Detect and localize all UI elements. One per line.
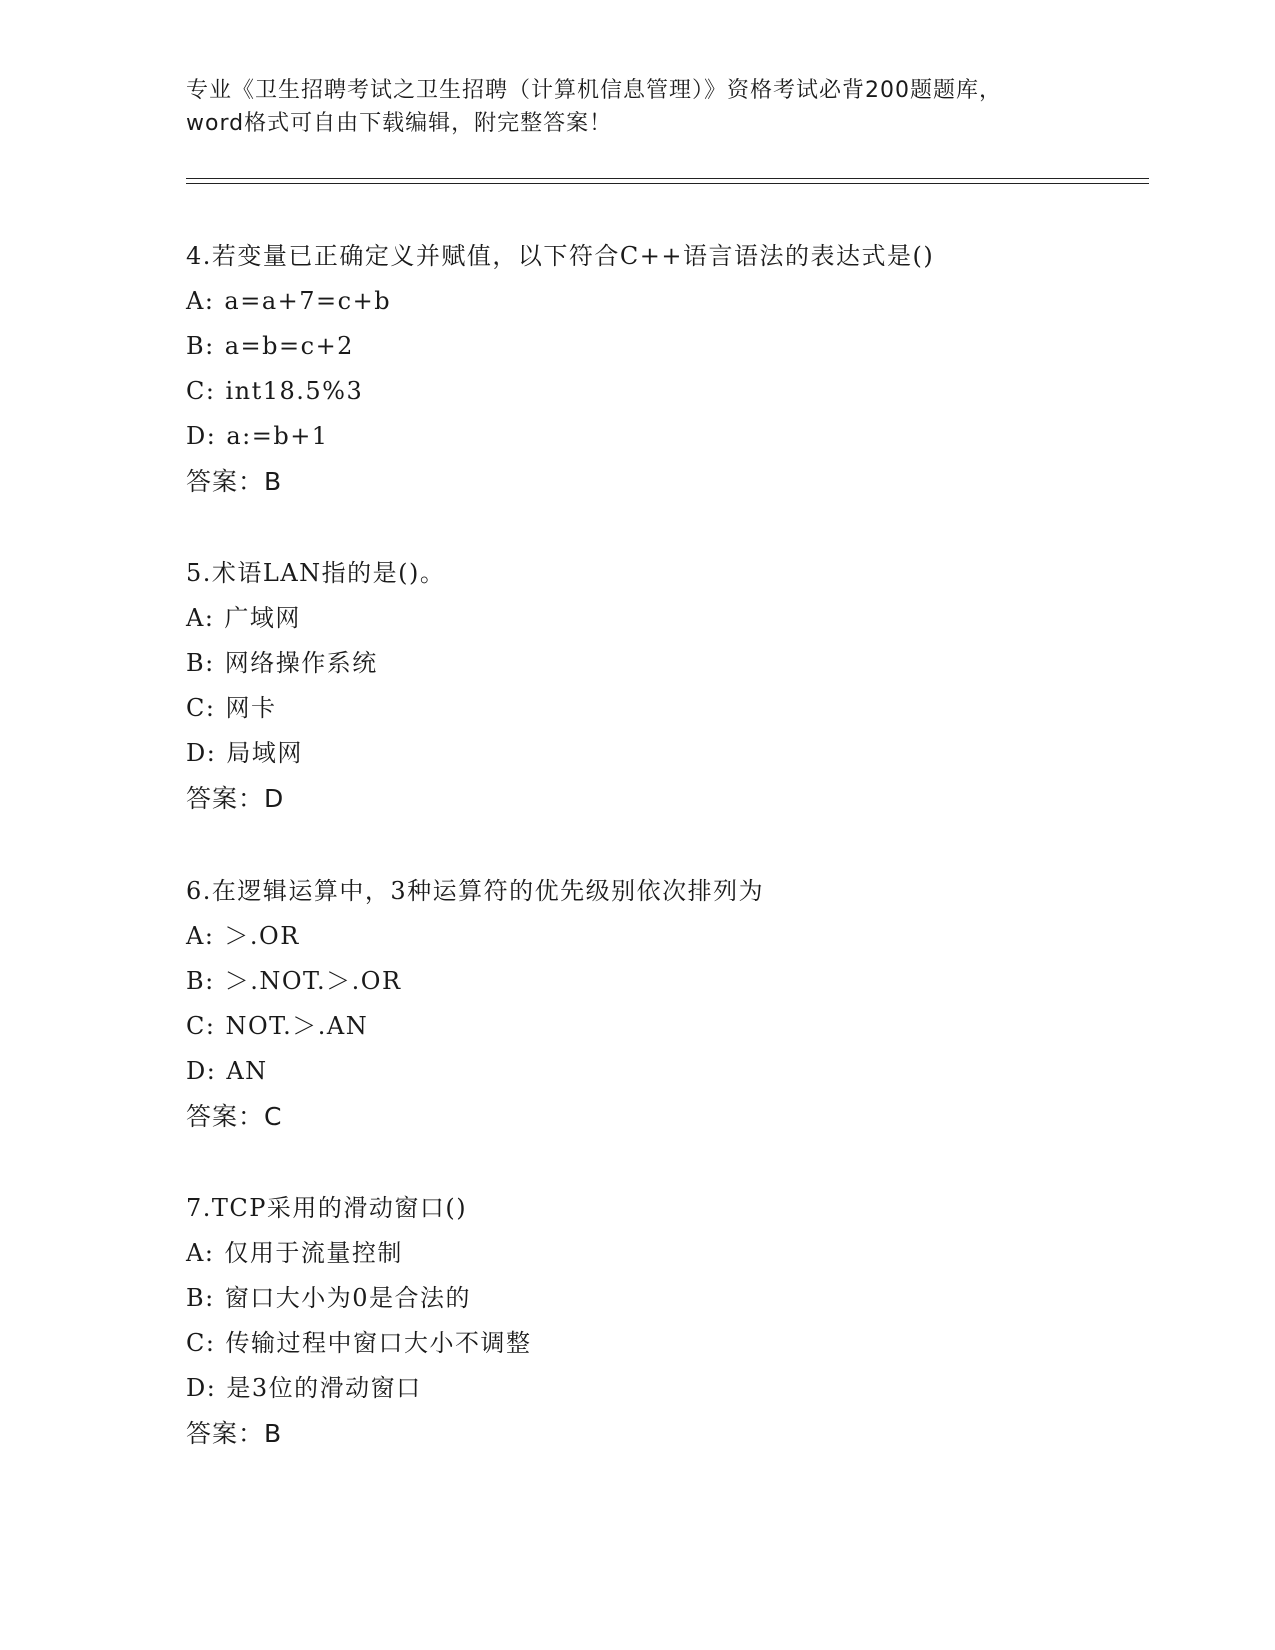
question-stem: 5.术语LAN指的是()。 [186,559,446,587]
option-text: NOT.＞.AN [225,1012,369,1040]
option-letter: C: [186,694,216,722]
option-letter: B: [186,967,215,995]
option-a [186,596,1146,641]
option-letter: A: [186,604,215,632]
option-letter: B: [186,649,215,677]
option-b [186,324,1146,369]
option-letter: C: [186,377,216,405]
option-letter: B: [186,1284,215,1312]
header-line-1: 专业《卫生招聘考试之卫生招聘（计算机信息管理）》资格考试必背200题题库， [186,78,1002,103]
option-text: 网络操作系统 [224,649,378,677]
option-text: ＞.OR [224,922,300,950]
question-block [186,551,1146,821]
answer-line: 答案：C [186,1102,283,1131]
option-letter: A: [186,922,215,950]
question-block [186,234,1146,504]
answer-line: 答案：D [186,784,285,813]
header-divider-top [186,178,1149,179]
option-text: ＞.NOT.＞.OR [224,967,402,995]
option-c [186,686,1146,731]
option-text: 传输过程中窗口大小不调整 [225,1329,532,1357]
option-d [186,1366,1146,1411]
option-text: a=b=c+2 [224,332,354,360]
option-text: 局域网 [226,739,303,767]
option-letter: D: [186,1057,217,1085]
question-block [186,869,1146,1139]
option-text: AN [226,1057,268,1085]
header-divider-bottom [186,183,1149,184]
option-b [186,1276,1146,1321]
option-text: 是3位的滑动窗口 [226,1374,422,1402]
option-letter: C: [186,1329,216,1357]
question-block [186,1186,1146,1456]
option-b [186,959,1146,1004]
answer-line: 答案：B [186,467,283,496]
option-letter: A: [186,287,215,315]
option-letter: D: [186,422,217,450]
option-letter: D: [186,739,217,767]
document-header [186,74,1086,140]
question-stem: 6.在逻辑运算中，3种运算符的优先级别依次排列为 [186,877,765,905]
option-text: 广域网 [224,604,301,632]
option-d [186,731,1146,776]
option-letter: B: [186,332,215,360]
header-line-2: word格式可自由下载编辑，附完整答案！ [186,111,613,136]
option-c [186,1004,1146,1049]
option-a [186,914,1146,959]
option-a [186,1231,1146,1276]
option-d [186,1049,1146,1094]
question-stem: 4.若变量已正确定义并赋值，以下符合C++语言语法的表达式是() [186,242,935,270]
option-letter: C: [186,1012,216,1040]
option-text: int18.5%3 [225,377,364,405]
option-a [186,279,1146,324]
option-letter: D: [186,1374,217,1402]
option-d [186,414,1146,459]
question-stem: 7.TCP采用的滑动窗口() [186,1194,468,1222]
option-text: 仅用于流量控制 [224,1239,403,1267]
option-text: a:=b+1 [226,422,329,450]
option-c [186,369,1146,414]
option-letter: A: [186,1239,215,1267]
answer-line: 答案：B [186,1419,283,1448]
option-b [186,641,1146,686]
option-text: 网卡 [225,694,277,722]
option-c [186,1321,1146,1366]
option-text: 窗口大小为0是合法的 [224,1284,472,1312]
option-text: a=a+7=c+b [224,287,392,315]
